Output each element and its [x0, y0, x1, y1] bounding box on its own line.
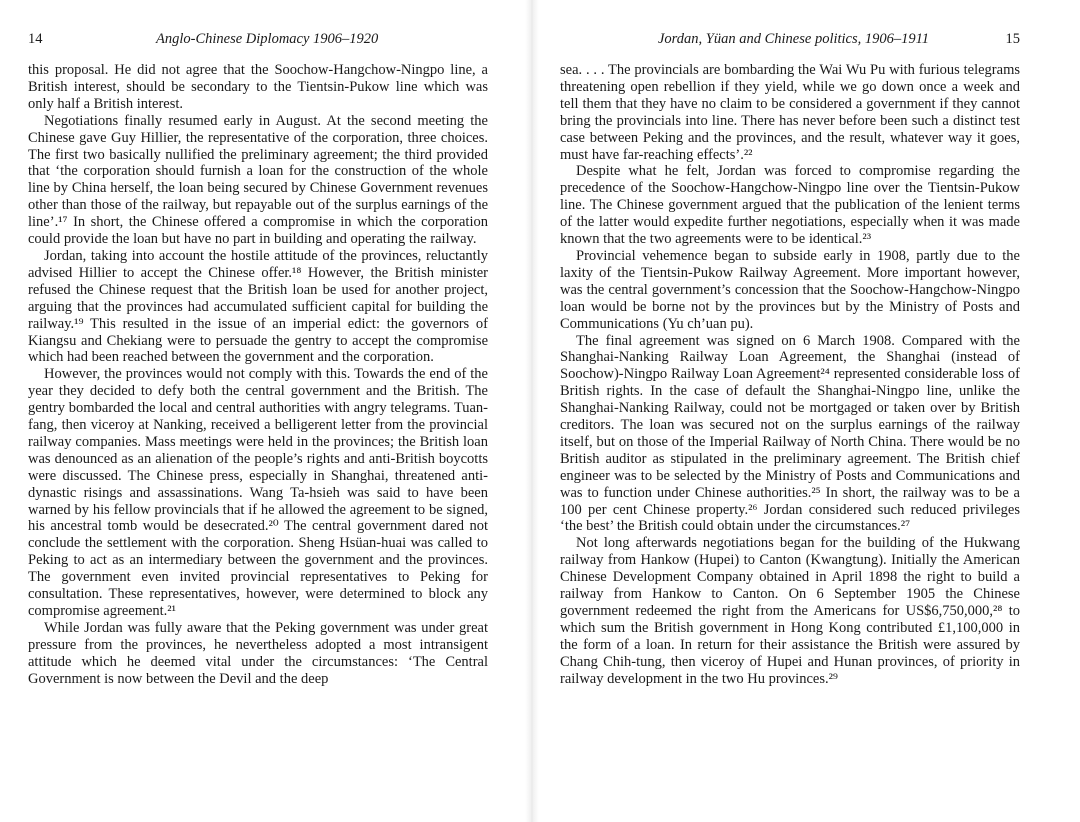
- page-gutter: [525, 0, 539, 822]
- paragraph: The final agreement was signed on 6 March 1908. Compared with the Shanghai-Nanking Railway Loan Agreement, the Shanghai (instead of Soochow)-Ningpo Railway Loan Agreement²⁴ represented considerable loss of British rights. In the case of default the Shanghai-Ningpo line, unlike the Shanghai-Nanking Railway, could not be mortgaged or taken over by British creditors. The loan was secured not on the surplus earnings of the railway itself, but on those of the Imperial Railway of North China. There would be no British auditor as stipulated in the preliminary agreement. The British chief engineer was to be selected by the Ministry of Posts and Communications and was to function under Chinese authorities.²⁵ In short, the railway was to be a 100 per cent Chinese property.²⁶ Jordan considered such reduced privileges ‘the best’ the British could obtain under the circumstances.²⁷: [560, 332, 1020, 535]
- right-page-header: [560, 29, 1020, 49]
- paragraph: Provincial vehemence began to subside early in 1908, partly due to the laxity of the Tientsin-Pukow Railway Agreement. More important however, was the central government’s concession that the Soochow-Hangchow-Ningpo loan would be borne not by the provinces but by the Ministry of Posts and Communications (Yu ch’uan pu).: [560, 247, 1020, 332]
- right-page-body: [560, 62, 1020, 688]
- running-head: Anglo-Chinese Diplomacy 1906–1920: [156, 31, 379, 47]
- page-number: 14: [28, 31, 43, 47]
- paragraph: While Jordan was fully aware that the Peking government was under great pressure from the provinces, he nevertheless adopted a most intransigent attitude which he deemed vital under the circumstances: ‘The Central Government is now between the Devil and the deep: [28, 619, 488, 687]
- paragraph: Not long afterwards negotiations began for the building of the Hukwang railway from Hankow (Hupei) to Canton (Kwangtung). Initially the American Chinese Development Company obtained in April 1898 the right to build a railway from Hankow to Canton. On 6 September 1905 the Chinese government redeemed the right from the Americans for US$6,750,000,²⁸ to which sum the British government in Hong Kong contributed £1,100,000 in the form of a loan. In return for their assistance the British were assured by Chang Chih-tung, then viceroy of Hupei and Hunan provinces, of priority in railway development in the two Hu provinces.²⁹: [560, 535, 1020, 687]
- paragraph: sea. . . . The provincials are bombarding the Wai Wu Pu with furious telegrams threatening open rebellion if they yield, while we go down once a week and tell them that they have no claim to be considered a government if they cannot bring the provincials into line. There has never before been such a distinct test case between Peking and the provinces, and the result, whatever way it goes, must have far-reaching effects’.²²: [560, 62, 1020, 163]
- paragraph: Jordan, taking into account the hostile attitude of the provinces, reluctantly advised Hillier to accept the Chinese offer.¹⁸ However, the British minister refused the Chinese request that the British loan be used for another project, arguing that the provinces had accumulated sufficient capital for building the railway.¹⁹ This resulted in the issue of an imperial edict: the governors of Kiangsu and Chekiang were to persuade the gentry to accept the compromise which had been reached between the government and the corporation.: [28, 247, 488, 366]
- left-page-body: [28, 62, 488, 688]
- paragraph: Negotiations finally resumed early in August. At the second meeting the Chinese gave Guy Hillier, the representative of the corporation, three choices. The first two basically nullified the preliminary agreement; the third provided that ‘the corporation should furnish a loan for the construction of the whole line by China herself, the loan being secured by Chinese Government revenues other than those of the railway, but repayable out of the surplus earnings of the line’.¹⁷ In short, the Chinese offered a compromise in which the corporation could provide the loan but have no part in building and operating the railway.: [28, 112, 488, 248]
- page-number: 15: [1005, 31, 1020, 47]
- paragraph: this proposal. He did not agree that the Soochow-Hangchow-Ningpo line, a British interest, should be secondary to the Tientsin-Pukow line which was only half a British interest.: [28, 62, 488, 112]
- left-page-header: [28, 29, 488, 49]
- paragraph: Despite what he felt, Jordan was forced to compromise regarding the precedence of the Soochow-Hangchow-Ningpo line over the Tientsin-Pukow line. The Chinese government argued that the publication of the lenient terms of the latter would expedite further negotiations, especially when it was made known that the two agreements were to be identical.²³: [560, 163, 1020, 248]
- running-head: Jordan, Yüan and Chinese politics, 1906–1911: [658, 31, 930, 47]
- paragraph: However, the provinces would not comply with this. Towards the end of the year they decided to defy both the central government and the British. The gentry bombarded the local and central authorities with angry telegrams. Tuan-fang, then viceroy at Nanking, received a belligerent letter from the provincial railway companies. Mass meetings were held in the provinces; the British loan was denounced as an alienation of the people’s rights and anti-British boycotts were discussed. The Chinese press, especially in Shanghai, threatened anti-dynastic risings and assassinations. Wang Ta-hsieh was said to have been warned by his fellow provincials that if he allowed the agreement to be signed, his ancestral tomb would be desecrated.²⁰ The central government dared not conclude the settlement with the corporation. Sheng Hsüan-huai was called to Peking to act as an intermediary between the government and the provinces. The government even invited provincial representatives to Peking for consultation. These representatives, however, were determined to block any compromise agreement.²¹: [28, 366, 488, 619]
